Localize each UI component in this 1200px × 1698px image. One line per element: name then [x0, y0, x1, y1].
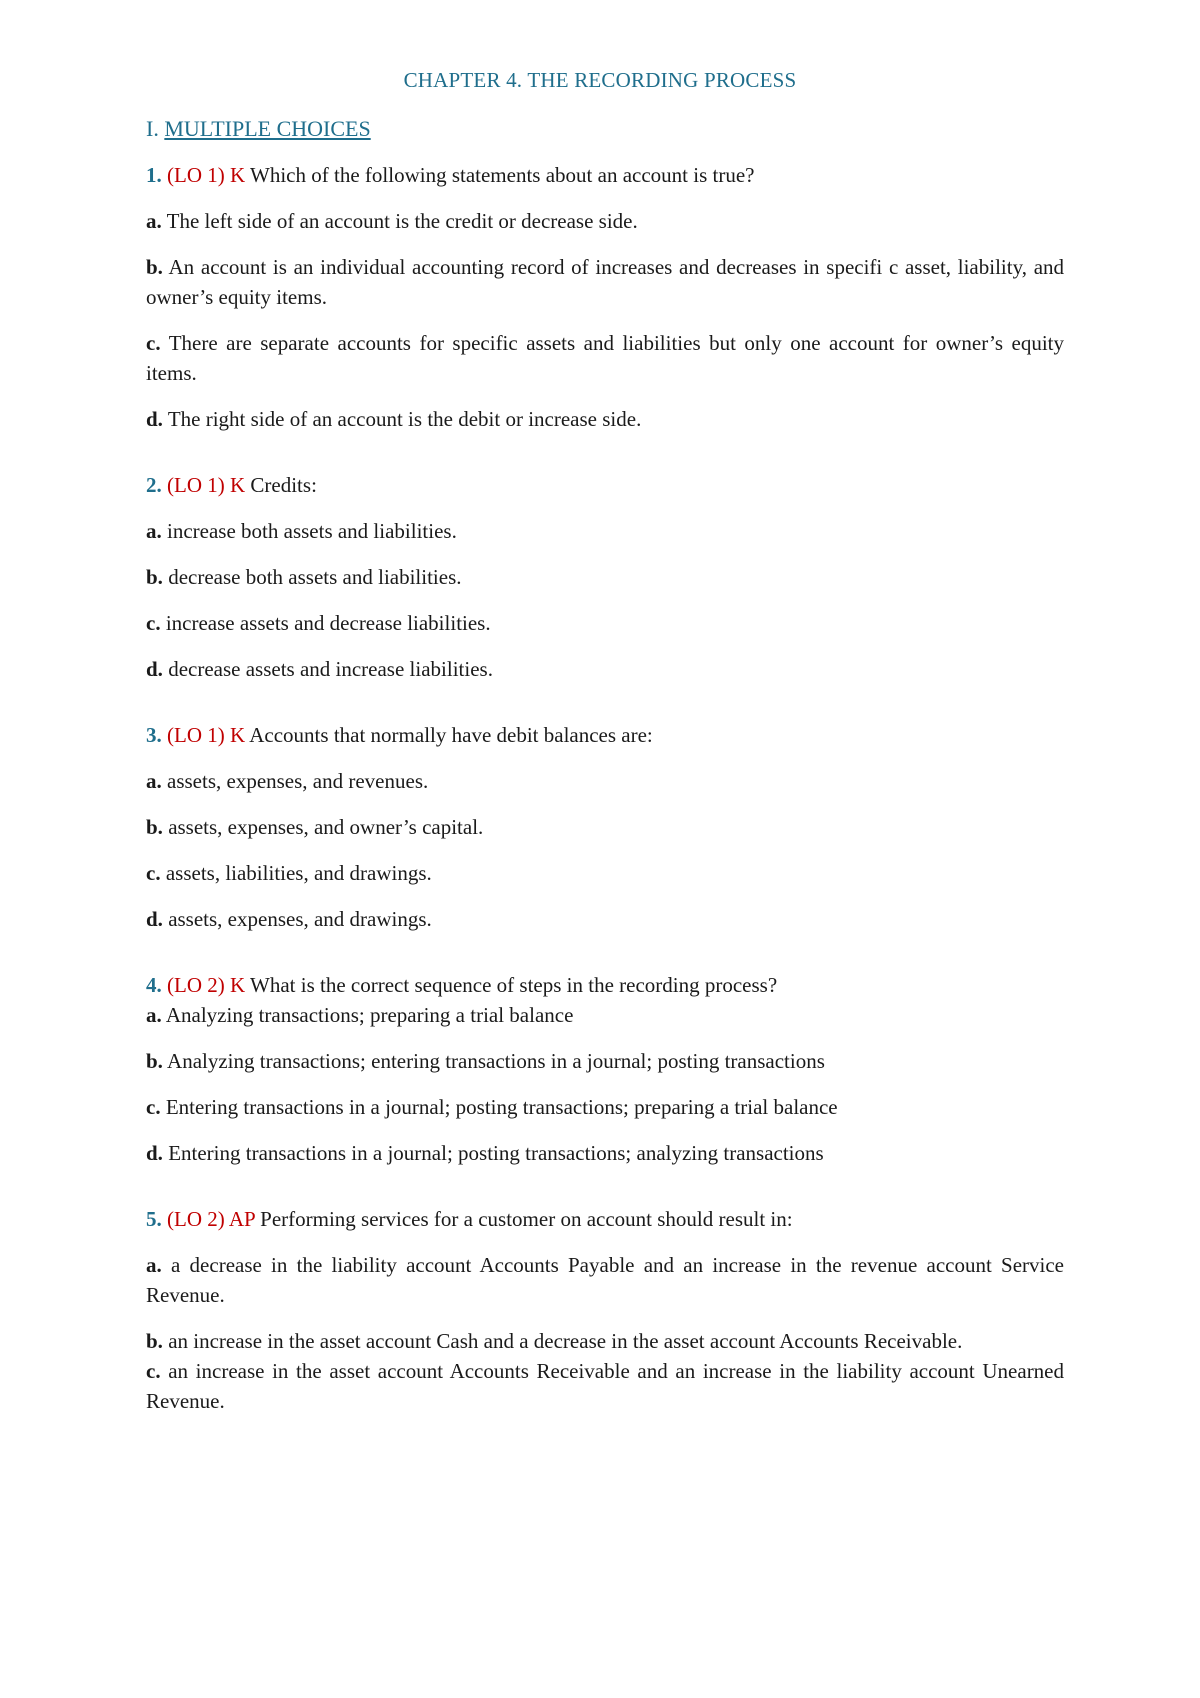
answer-option-a [146, 1250, 1064, 1310]
answer-option-d [146, 404, 1064, 434]
option-text: decrease both assets and liabilities. [168, 565, 462, 589]
learning-objective: (LO 1) K [167, 723, 246, 747]
answer-option-b [146, 1046, 1064, 1076]
option-letter: b. [146, 565, 163, 589]
option-text: increase assets and decrease liabilities. [165, 611, 491, 635]
option-letter: c. [146, 611, 161, 635]
option-letter: d. [146, 657, 163, 681]
answer-option-d [146, 1138, 1064, 1168]
question-list [146, 160, 1064, 1452]
answer-option-b [146, 1326, 1064, 1356]
learning-objective: (LO 1) K [167, 473, 246, 497]
option-text: an increase in the asset account Cash and a decrease in the asset account Accounts Receivable. [168, 1329, 963, 1353]
question-text: Performing services for a customer on account should result in: [260, 1207, 793, 1231]
answer-option-c [146, 608, 1064, 638]
question-text: Credits: [250, 473, 317, 497]
section-title: MULTIPLE CHOICES [164, 116, 371, 141]
option-letter: a. [146, 519, 162, 543]
option-letter: c. [146, 1095, 161, 1119]
option-text: assets, expenses, and drawings. [168, 907, 432, 931]
option-text: There are separate accounts for specific assets and liabilities but only one account for owner’s equity items. [146, 331, 1064, 385]
option-text: The right side of an account is the debit or increase side. [167, 407, 642, 431]
question-5 [146, 1204, 1064, 1416]
section-number: I. [146, 116, 159, 141]
option-letter: c. [146, 331, 161, 355]
question-number: 4. [146, 973, 162, 997]
answer-option-d [146, 654, 1064, 684]
answer-option-c [146, 1092, 1064, 1122]
learning-objective: (LO 1) K [167, 163, 246, 187]
answer-option-c [146, 858, 1064, 888]
option-text: an increase in the asset account Accounts Receivable and an increase in the liability account Unearned Revenue. [146, 1359, 1065, 1413]
option-letter: a. [146, 1003, 162, 1027]
option-letter: a. [146, 769, 162, 793]
option-letter: c. [146, 1359, 161, 1383]
option-letter: b. [146, 815, 163, 839]
learning-objective: (LO 2) AP [167, 1207, 255, 1231]
question-stem [146, 1204, 1064, 1234]
option-letter: b. [146, 255, 163, 279]
option-letter: d. [146, 907, 163, 931]
question-text: Accounts that normally have debit balances are: [249, 723, 653, 747]
question-number: 2. [146, 473, 162, 497]
answer-option-a [146, 516, 1064, 546]
question-number: 5. [146, 1207, 162, 1231]
option-text: increase both assets and liabilities. [167, 519, 457, 543]
option-text: Entering transactions in a journal; posting transactions; preparing a trial balance [165, 1095, 838, 1119]
question-stem [146, 470, 1064, 500]
question-3 [146, 720, 1064, 934]
question-number: 1. [146, 163, 162, 187]
answer-option-b [146, 562, 1064, 592]
question-stem [146, 160, 1064, 190]
option-text: decrease assets and increase liabilities. [168, 657, 493, 681]
section-heading [146, 116, 371, 142]
option-letter: a. [146, 209, 162, 233]
question-text: What is the correct sequence of steps in the recording process? [250, 973, 778, 997]
question-4 [146, 970, 1064, 1168]
answer-option-a [146, 206, 1064, 236]
option-letter: c. [146, 861, 161, 885]
option-letter: d. [146, 1141, 163, 1165]
answer-option-b [146, 252, 1064, 312]
question-text: Which of the following statements about an account is true? [250, 163, 755, 187]
answer-option-d [146, 904, 1064, 934]
option-text: Analyzing transactions; preparing a trial balance [165, 1003, 574, 1027]
learning-objective: (LO 2) K [167, 973, 246, 997]
answer-option-a [146, 1000, 1064, 1030]
chapter-title: CHAPTER 4. THE RECORDING PROCESS [403, 68, 797, 92]
option-text: assets, expenses, and owner’s capital. [168, 815, 484, 839]
answer-option-c [146, 328, 1064, 388]
option-text: The left side of an account is the credit or decrease side. [166, 209, 638, 233]
option-text: a decrease in the liability account Accounts Payable and an increase in the revenue account Service Revenue. [146, 1253, 1065, 1307]
option-letter: a. [146, 1253, 162, 1277]
option-text: assets, liabilities, and drawings. [165, 861, 432, 885]
option-letter: b. [146, 1329, 163, 1353]
option-letter: b. [146, 1049, 163, 1073]
question-stem [146, 970, 1064, 1000]
option-letter: d. [146, 407, 163, 431]
question-stem [146, 720, 1064, 750]
question-2 [146, 470, 1064, 684]
option-text: Entering transactions in a journal; posting transactions; analyzing transactions [168, 1141, 824, 1165]
answer-option-c [146, 1356, 1064, 1416]
question-number: 3. [146, 723, 162, 747]
answer-option-b [146, 812, 1064, 842]
option-text: assets, expenses, and revenues. [167, 769, 429, 793]
answer-option-a [146, 766, 1064, 796]
option-text: An account is an individual accounting record of increases and decreases in specifi c asset, liability, and owner’s equity items. [146, 255, 1065, 309]
question-1 [146, 160, 1064, 434]
option-text: Analyzing transactions; entering transactions in a journal; posting transactions [167, 1049, 825, 1073]
